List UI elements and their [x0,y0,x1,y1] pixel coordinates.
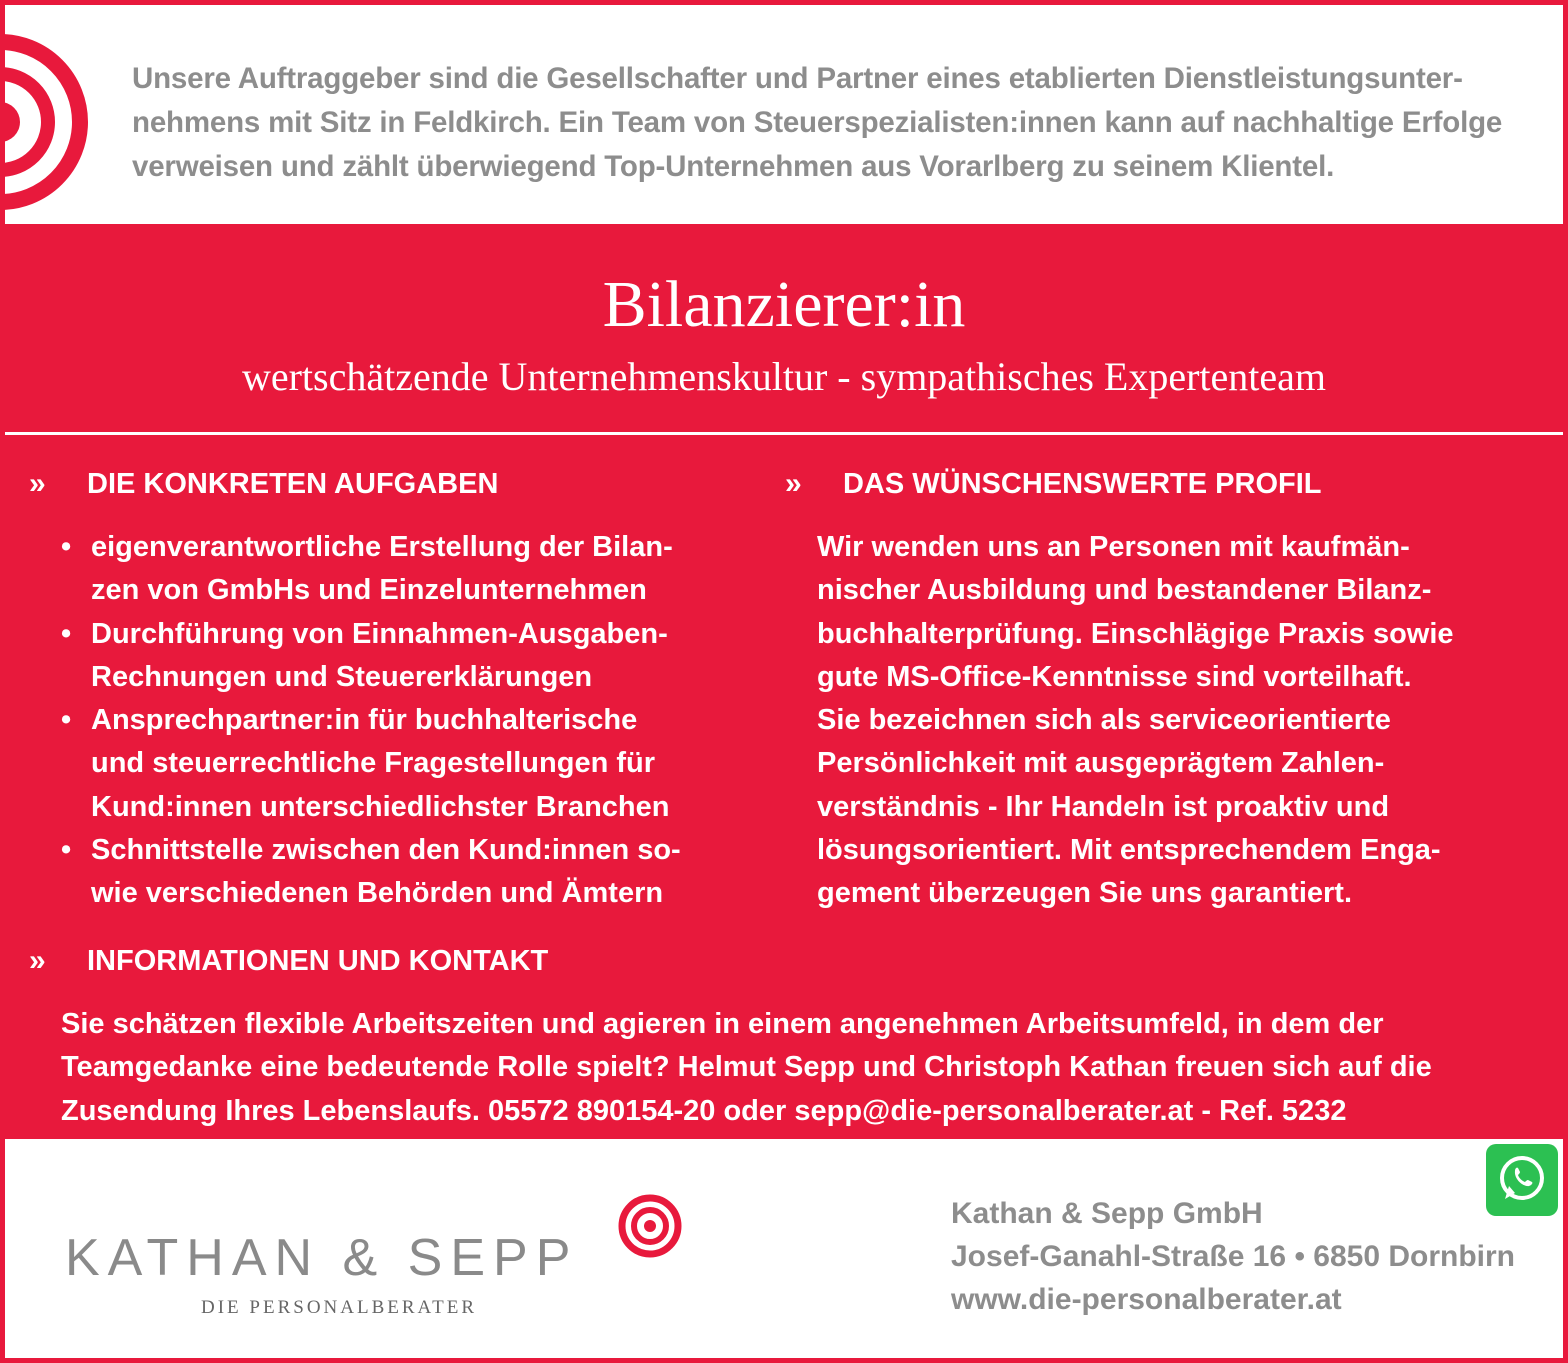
profile-line: gement überzeugen Sie uns garantiert. [817,877,1352,910]
profile-text [817,526,1537,916]
list-item [61,526,761,613]
profile-line: buchhalterprüfung. Einschlägige Praxis sowie [817,617,1454,650]
info-line: Teamgedanke eine bedeutende Rolle spielt? Helmut Sepp und Christoph Kathan freuen sich auf die [61,1051,1432,1084]
profile-line: lösungsorientiert. Mit entsprechendem Enga- [817,834,1441,867]
bullet: • [61,834,72,867]
logo-tagline: DIE PERSONALBERATER [201,1297,478,1318]
info-text [61,1003,1541,1133]
list-item-line: Durchführung von Einnahmen-Ausgaben- [91,617,668,650]
info-line: Zusendung Ihres Lebenslaufs. 05572 890154-20 oder sepp@die-personalberater.at - Ref. 5232 [61,1094,1347,1127]
whatsapp-icon [1486,1144,1558,1216]
job-subtitle: wertschätzende Unternehmenskultur - sympathisches Expertenteam [241,354,1327,399]
list-item [61,699,761,829]
whatsapp-button[interactable] [1486,1144,1558,1216]
profile-line: verständnis - Ihr Handeln ist proaktiv und [817,790,1390,823]
info-line: Sie schätzen flexible Arbeitszeiten und agieren in einem angenehmen Arbeitsumfeld, in dem der [61,1008,1384,1040]
list-item [61,613,761,700]
profile-line: gute MS-Office-Kenntnisse sind vorteilhaft. [817,660,1412,693]
intro-line: nehmens mit Sitz in Feldkirch. Ein Team von Steuerspezialisten:innen kann auf nachhaltige Erfolge [132,106,1503,139]
bullet: • [61,704,72,737]
company-name: Kathan & Sepp GmbH [951,1197,1263,1230]
list-item-line: Schnittstelle zwischen den Kund:innen so- [91,834,681,867]
tasks-heading [29,466,498,502]
bullet: • [61,617,72,650]
list-item-line: Kund:innen unterschiedlichster Branchen [91,790,670,823]
list-item [61,829,761,916]
intro-section [5,5,1563,223]
company-address: Josef-Ganahl-Straße 16 • 6850 Dornbirn [951,1240,1516,1273]
list-item-line: Rechnungen und Steuererklärungen [91,660,593,693]
list-item-line: eigenverantwortliche Erstellung der Bilan- [91,531,673,563]
job-title: Bilanzierer:in [602,268,966,341]
target-icon [0,27,96,217]
intro-text [132,57,1552,189]
profile-line: nischer Ausbildung und bestandener Bilanz- [817,574,1432,607]
info-heading [29,943,548,979]
profile-heading [785,466,1322,502]
chevron-right-icon: » [29,467,46,500]
target-icon [617,1193,683,1259]
list-item-line: zen von GmbHs und Einzelunternehmen [91,574,647,607]
tasks-list [61,526,761,916]
info-heading-label: INFORMATIONEN UND KONTAKT [87,945,549,977]
tasks-heading-label: DIE KONKRETEN AUFGABEN [87,468,499,500]
bullet: • [61,531,72,563]
profile-line: Wir wenden uns an Personen mit kaufmän- [817,531,1410,563]
intro-line: Unsere Auftraggeber sind die Gesellschafter und Partner eines etablierten Dienstleistungsunter- [132,62,1463,95]
divider [5,432,1563,435]
chevron-right-icon: » [29,944,46,977]
chevron-right-icon: » [785,467,802,500]
intro-line: verweisen und zählt überwiegend Top-Unternehmen aus Vorarlberg zu seinem Klientel. [132,150,1335,183]
list-item-line: wie verschiedenen Behörden und Ämtern [91,877,664,910]
website-link[interactable]: www.die-personalberater.at [951,1283,1342,1316]
contact-block [951,1192,1515,1321]
list-item-line: und steuerrechtliche Fragestellungen für [91,747,655,780]
profile-heading-label: DAS WÜNSCHENSWERTE PROFIL [843,468,1322,500]
list-item-line: Ansprechpartner:in für buchhalterische [91,704,638,737]
profile-line: Persönlichkeit mit ausgeprägtem Zahlen- [817,747,1385,780]
logo-wordmark: KATHAN & SEPP [65,1229,579,1287]
profile-line: Sie bezeichnen sich als serviceorientierte [817,704,1391,737]
